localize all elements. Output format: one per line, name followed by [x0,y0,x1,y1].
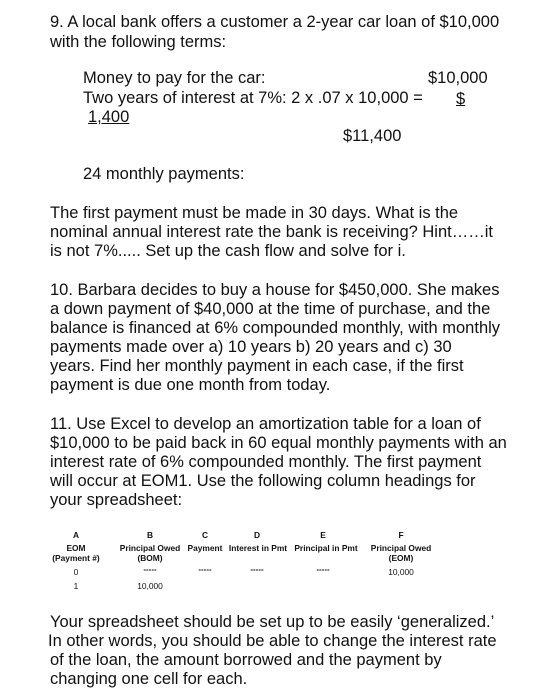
monthly-payments-label: 24 monthly payments: [83,165,245,183]
q9-para-line-3: is not 7%..... Set up the cash flow and solve for i. [50,242,406,260]
q11-line-3: interest rate of 6% compounded monthly. The first payment [50,453,482,471]
header-principal-in-pmt: Principal in Pmt [294,543,358,553]
q10-line-2: a down payment of $40,000 at the time of purchase, and the [50,300,491,318]
q10-line-6: payment is due one month from today. [50,376,331,394]
q9-para-line-2: nominal annual interest rate the bank is receiving? Hint……it [50,223,493,241]
row1-eom: 1 [73,581,79,591]
q9-line-2: with the following terms: [50,33,227,51]
q9-para-line-1: The first payment must be made in 30 days. What is the [50,204,459,222]
q10-line-4: payments made over a) 10 years b) 20 years and c) 30 [50,338,452,356]
row0-principal-bom: ----- [143,565,157,574]
q11-line-1: 11. Use Excel to develop an amortization table for a loan of [50,415,481,433]
column-letter-b: B [146,530,154,540]
interest-label: Two years of interest at 7%: 2 x .07 x 10,000 = [83,89,423,107]
car-cost-amount: $10,000 [428,69,488,87]
header-payment-number: (Payment #) [52,553,100,563]
column-letter-c: C [201,530,209,540]
q11-line-2: $10,000 to be paid back in 60 equal monthly payments with an [50,434,507,452]
row0-principal-eom: 10,000 [388,567,414,577]
total-amount: $11,400 [343,127,402,145]
row1-principal-bom: 10,000 [137,581,163,591]
header-principal-owed-bom: Principal Owed [119,543,181,553]
q10-line-3: balance is financed at 6% compounded monthly, with monthly [50,319,501,337]
column-letter-d: D [253,530,261,540]
q11-line-5: your spreadsheet: [50,491,183,509]
header-principal-owed-eom: Principal Owed [370,543,432,553]
interest-amount: 1,400 [88,108,130,126]
car-cost-label: Money to pay for the car: [83,69,266,87]
q9-line-1: 9. A local bank offers a customer a 2-year car loan of $10,000 [50,13,500,31]
closing-line-3: of the loan, the amount borrowed and the payment by [50,651,442,669]
row0-payment: ----- [198,565,212,574]
closing-line-1: Your spreadsheet should be set up to be easily ‘generalized.’ [50,613,495,631]
closing-line-2: In other words, you should be able to change the interest rate [48,632,497,650]
header-eom: EOM [66,543,86,553]
row0-interest: ----- [250,565,264,574]
header-eom-f: (EOM) [388,553,414,563]
header-interest-in-pmt: Interest in Pmt [228,543,288,553]
q11-line-4: will occur at EOM1. Use the following column headings for [50,472,476,490]
q10-line-5: years. Find her monthly payment in each case, if the first [50,357,464,375]
row0-eom: 0 [73,567,79,577]
column-letter-f: F [398,530,404,540]
column-letter-a: A [72,530,80,540]
interest-dollar-sign: $ [456,90,466,108]
q10-line-1: 10. Barbara decides to buy a house for $450,000. She makes [50,281,500,299]
closing-line-4: changing one cell for each. [50,670,248,688]
row0-principal-pmt: ----- [316,565,330,574]
header-payment: Payment [187,543,223,553]
column-letter-e: E [320,530,326,540]
header-bom: (BOM) [137,553,163,563]
